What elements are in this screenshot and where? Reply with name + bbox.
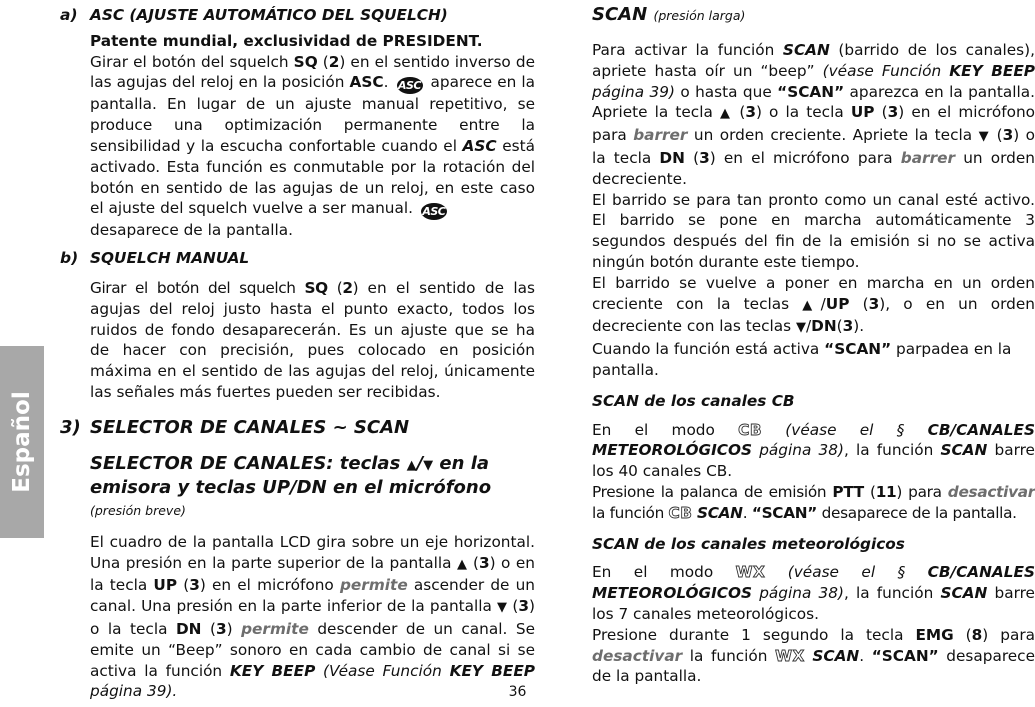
section-a-text: Girar el botón del squelch SQ (2) en el sentido inverso de las agujas del reloj en la posición ASC. ASC aparece en la pantalla. En lugar de un ajuste manual repetitivo, se produce una optimización permanente entre la sensibilidad y la escucha confortable cuando el ASC está activado. Esta función es conmutable por la rotación del botón en sentido de las agujas de un reloj, en este caso el ajuste del squelch vuelve a ser manual. ASC desaparece de la pantalla.	[90, 52, 535, 240]
section-a-header	[60, 5, 535, 26]
asc-icon: ASC	[398, 79, 422, 93]
section-b-text: Girar el botón del squelch SQ (2) en el sentido de las agujas del reloj justo hasta el punto exacto, todos los ruidos de fondo desaparecerán. Es un ajuste que se ha de hacer con precisión, pues colocado en posición máxima en el sentido de las agujas del reloj, únicamente las señales más fuertes pueden ser recibidas.	[90, 278, 535, 401]
asc-icon: ASC	[422, 205, 446, 219]
cb-scan-text: En el modo CB (véase el § CB/CANALES METEOROLÓGICOS página 38), la función SCAN barre los 40 canales CB.	[592, 420, 1035, 481]
section-3-label: 3)	[60, 416, 81, 438]
wx-scan-deactivate: Presione durante 1 segundo la tecla EMG (8) para desactivar la función WX SCAN. “SCAN” desaparece de la pantalla.	[592, 625, 1035, 686]
scan-title: SCAN (presión larga)	[592, 4, 746, 25]
left-column	[60, 0, 535, 702]
cb-scan-heading: SCAN de los canales CB	[592, 391, 795, 410]
scan-paragraph-3: El barrido se vuelve a poner en marcha en un orden creciente con la teclas ▲/UP (3), o en un orden decreciente con las teclas ▼/DN(3).	[592, 273, 1035, 336]
section-a-label: a)	[60, 6, 78, 24]
section-a-body	[90, 31, 535, 241]
section-3-header	[60, 417, 535, 439]
right-column	[592, 0, 1035, 687]
section-b-title: SQUELCH MANUAL	[90, 249, 250, 268]
wx-scan-text: En el modo WX (véase el § CB/CANALES METEOROLÓGICOS página 38), la función SCAN barre los 7 canales meteorológicos.	[592, 563, 1035, 623]
channel-selector-subtitle: SELECTOR DE CANALES: teclas ▲/▼ en la emisora y teclas UP/DN en el micrófono (presión breve)	[90, 452, 492, 518]
cb-mode-badge: CB	[738, 420, 763, 439]
language-tab-label: Español	[9, 391, 35, 493]
section-3-title: SELECTOR DE CANALES ~ SCAN	[90, 416, 410, 438]
section-a-subtitle: Patente mundial, exclusividad de PRESIDENT.	[90, 31, 483, 50]
section-b-label: b)	[60, 249, 79, 268]
section-3-body	[90, 453, 535, 702]
scan-paragraph-4: Cuando la función está activa “SCAN” parpadea en la pantalla.	[592, 340, 1012, 379]
scan-paragraph-1: Para activar la función SCAN (barrido de los canales), apriete hasta oír un “beep” (véase Función KEY BEEP página 39) o hasta que “SCAN” aparezca en la pantalla. Apriete la tecla ▲ (3) o la tecla UP (3) en el micrófono para barrer un orden creciente. Apriete la tecla ▼ (3) o la tecla DN (3) en el micrófono para barrer un orden decreciente.	[592, 41, 1035, 188]
section-b-body	[90, 278, 535, 403]
scan-paragraph-2: El barrido se para tan pronto como un canal esté activo. El barrido se pone en marcha automáticamente 3 segundos después del fin de la emisión si no se activa ningún botón durante este tiempo.	[592, 190, 1035, 271]
page-number: 36	[508, 684, 527, 700]
wx-mode-badge: WX	[735, 563, 766, 582]
section-a-title: ASC (AJUSTE AUTOMÁTICO DEL SQUELCH)	[90, 6, 448, 24]
channel-selector-text: El cuadro de la pantalla LCD gira sobre un eje horizontal. Una presión en la parte superior de la pantalla ▲ (3) o en la tecla UP (3) en el micrófono permite ascender de un canal. Una presión en la parte inferior de la pantalla ▼ (3) o la tecla DN (3) permite descender de un canal. Se emite un “Beep” sonoro en cada cambio de canal si se activa la función KEY BEEP (Véase Función KEY BEEP página 39).	[90, 532, 535, 701]
section-b-header	[60, 248, 535, 269]
cb-scan-deactivate: Presione la palanca de emisión PTT (11) para desactivar la función CB SCAN. “SCAN” desaparece de la pantalla.	[592, 482, 1035, 522]
language-side-tab	[0, 346, 44, 538]
wx-scan-heading: SCAN de los canales meteorológicos	[592, 534, 905, 553]
